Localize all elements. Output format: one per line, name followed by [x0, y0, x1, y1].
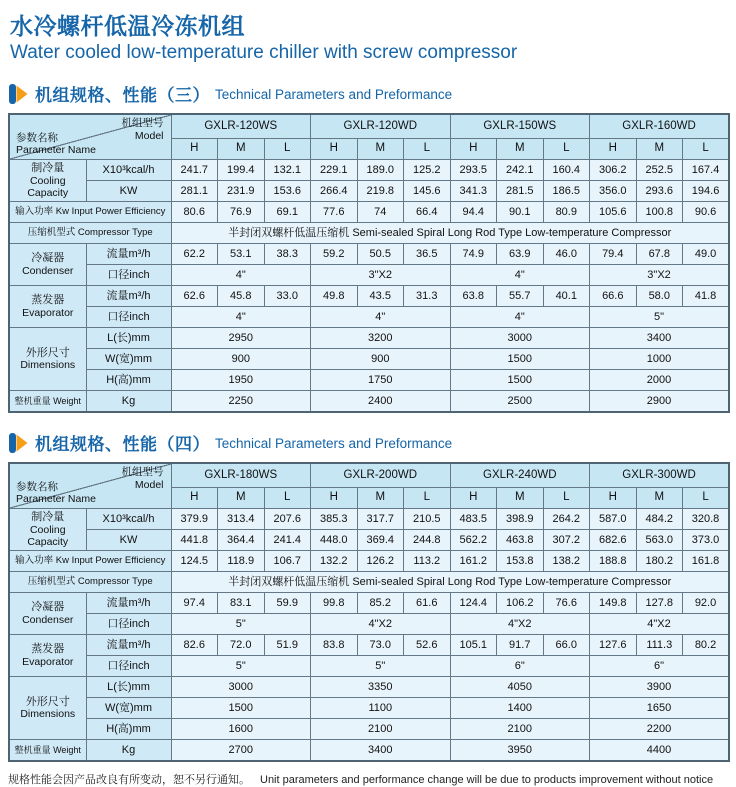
value-cell: 1100 — [311, 698, 451, 719]
column-header: M — [357, 139, 404, 160]
value-cell: 320.8 — [683, 509, 730, 530]
footer-note-zh: 规格性能会因产品改良有所变动，恕不另行通知。 — [8, 774, 250, 786]
section-heading-zh: 机组规格、性能（三） — [35, 86, 210, 105]
corner-model-label: 机组型号 Model — [121, 466, 164, 491]
value-cell: 66.0 — [543, 635, 590, 656]
column-header: L — [404, 488, 451, 509]
value-cell: 97.4 — [171, 593, 218, 614]
value-cell: 4" — [450, 307, 590, 328]
row-label: 输入功率 Kw Input Power Efficiency — [9, 551, 171, 572]
row-label: X10³kcal/h — [86, 160, 171, 181]
column-header: H — [171, 488, 218, 509]
value-cell: 398.9 — [497, 509, 544, 530]
corner-parameter-label: 参数名称 Parameter Name — [16, 480, 96, 506]
table-row — [9, 223, 729, 244]
row-group-label: 外形尺寸 Dimensions — [9, 677, 86, 740]
value-cell: 106.2 — [497, 593, 544, 614]
column-header: M — [218, 139, 265, 160]
value-cell: 281.5 — [497, 181, 544, 202]
value-cell: 562.2 — [450, 530, 497, 551]
value-cell: 111.3 — [636, 635, 683, 656]
value-cell: 100.8 — [636, 202, 683, 223]
value-cell: 2700 — [171, 740, 311, 762]
section-heading-en: Technical Parameters and Preformance — [215, 87, 453, 102]
value-cell: 72.0 — [218, 635, 265, 656]
value-cell: 55.7 — [497, 286, 544, 307]
value-cell: 62.6 — [171, 286, 218, 307]
value-cell: 161.2 — [450, 551, 497, 572]
value-cell: 85.2 — [357, 593, 404, 614]
value-cell: 105.6 — [590, 202, 637, 223]
value-cell: 229.1 — [311, 160, 358, 181]
model-header: GXLR-240WD — [450, 463, 590, 488]
model-header: GXLR-180WS — [171, 463, 311, 488]
column-header: L — [264, 139, 311, 160]
value-cell: 74.9 — [450, 244, 497, 265]
table-row — [9, 202, 729, 223]
section-marker-icon — [8, 83, 30, 105]
column-header: L — [683, 139, 730, 160]
value-cell: 61.6 — [404, 593, 451, 614]
value-cell: 3950 — [450, 740, 590, 762]
value-cell: 281.1 — [171, 181, 218, 202]
value-cell: 1500 — [171, 698, 311, 719]
value-cell: 2100 — [450, 719, 590, 740]
value-cell: 80.6 — [171, 202, 218, 223]
value-cell: 69.1 — [264, 202, 311, 223]
column-header: L — [264, 488, 311, 509]
value-cell: 127.6 — [590, 635, 637, 656]
value-cell: 66.6 — [590, 286, 637, 307]
value-cell: 2900 — [590, 391, 730, 413]
value-cell: 59.9 — [264, 593, 311, 614]
column-header: H — [450, 139, 497, 160]
section-heading-zh: 机组规格、性能（四） — [35, 435, 210, 454]
table-row — [9, 656, 729, 677]
row-group-label: 冷凝器 Condenser — [9, 593, 86, 635]
value-cell: 242.1 — [497, 160, 544, 181]
value-cell: 441.8 — [171, 530, 218, 551]
value-cell: 50.5 — [357, 244, 404, 265]
value-cell: 94.4 — [450, 202, 497, 223]
row-label: 流量m³/h — [86, 244, 171, 265]
value-cell: 6" — [450, 656, 590, 677]
value-cell: 4050 — [450, 677, 590, 698]
row-group-label: 整机重量 Weight — [9, 740, 86, 762]
value-cell: 4"X2 — [590, 614, 730, 635]
value-cell: 241.4 — [264, 530, 311, 551]
column-header: L — [543, 139, 590, 160]
value-cell: 124.4 — [450, 593, 497, 614]
section-marker-icon — [8, 432, 30, 454]
footer-note — [8, 771, 736, 787]
section-4 — [0, 430, 736, 762]
value-cell: 43.5 — [357, 286, 404, 307]
row-label: 流量m³/h — [86, 593, 171, 614]
value-cell: 3"X2 — [590, 265, 730, 286]
row-label: H(高)mm — [86, 370, 171, 391]
value-cell: 563.0 — [636, 530, 683, 551]
value-cell: 385.3 — [311, 509, 358, 530]
model-header: GXLR-150WS — [450, 114, 590, 139]
value-cell: 1500 — [450, 349, 590, 370]
value-cell: 1500 — [450, 370, 590, 391]
value-cell: 160.4 — [543, 160, 590, 181]
value-cell: 219.8 — [357, 181, 404, 202]
row-label: 口径inch — [86, 614, 171, 635]
value-cell: 231.9 — [218, 181, 265, 202]
value-cell: 半封闭双螺杆低温压缩机 Semi-sealed Spiral Long Rod Type Low-temperature Compressor — [171, 223, 729, 244]
value-cell: 99.8 — [311, 593, 358, 614]
value-cell: 3"X2 — [311, 265, 451, 286]
row-label: X10³kcal/h — [86, 509, 171, 530]
value-cell: 91.7 — [497, 635, 544, 656]
value-cell: 90.6 — [683, 202, 730, 223]
value-cell: 4" — [450, 265, 590, 286]
table-row — [9, 181, 729, 202]
value-cell: 207.6 — [264, 509, 311, 530]
value-cell: 153.6 — [264, 181, 311, 202]
value-cell: 145.6 — [404, 181, 451, 202]
table-row — [9, 370, 729, 391]
parameter-model-corner — [9, 463, 171, 509]
value-cell: 1950 — [171, 370, 311, 391]
value-cell: 80.9 — [543, 202, 590, 223]
section-3 — [0, 81, 736, 413]
value-cell: 51.9 — [264, 635, 311, 656]
row-label: 压缩机型式 Compressor Type — [9, 572, 171, 593]
table-row — [9, 593, 729, 614]
value-cell: 1650 — [590, 698, 730, 719]
value-cell: 373.0 — [683, 530, 730, 551]
value-cell: 31.3 — [404, 286, 451, 307]
row-label: 流量m³/h — [86, 286, 171, 307]
value-cell: 364.4 — [218, 530, 265, 551]
value-cell: 379.9 — [171, 509, 218, 530]
row-label: 口径inch — [86, 656, 171, 677]
table-3-mount — [0, 113, 736, 413]
table-row — [9, 677, 729, 698]
value-cell: 59.2 — [311, 244, 358, 265]
row-group-label: 外形尺寸 Dimensions — [9, 328, 86, 391]
page-title-en: Water cooled low-temperature chiller with screw compressor — [10, 42, 518, 63]
table-row — [9, 740, 729, 762]
value-cell: 1750 — [311, 370, 451, 391]
value-cell: 1600 — [171, 719, 311, 740]
value-cell: 76.6 — [543, 593, 590, 614]
value-cell: 4" — [311, 307, 451, 328]
row-label: L(长)mm — [86, 677, 171, 698]
value-cell: 252.5 — [636, 160, 683, 181]
row-group-label: 整机重量 Weight — [9, 391, 86, 413]
value-cell: 189.0 — [357, 160, 404, 181]
value-cell: 448.0 — [311, 530, 358, 551]
column-header: H — [450, 488, 497, 509]
value-cell: 2950 — [171, 328, 311, 349]
parameter-model-corner — [9, 114, 171, 160]
table-row — [9, 572, 729, 593]
table-row — [9, 551, 729, 572]
table-row — [9, 698, 729, 719]
value-cell: 40.1 — [543, 286, 590, 307]
table-4-mount — [0, 462, 736, 762]
row-label: W(宽)mm — [86, 698, 171, 719]
row-group-label: 冷凝器 Condenser — [9, 244, 86, 286]
value-cell: 188.8 — [590, 551, 637, 572]
value-cell: 4400 — [590, 740, 730, 762]
row-group-label: 蒸发器 Evaporator — [9, 286, 86, 328]
column-header: M — [497, 488, 544, 509]
value-cell: 124.5 — [171, 551, 218, 572]
value-cell: 463.8 — [497, 530, 544, 551]
spec-table — [8, 462, 730, 762]
section-heading — [8, 430, 736, 455]
value-cell: 36.5 — [404, 244, 451, 265]
value-cell: 80.2 — [683, 635, 730, 656]
value-cell: 132.1 — [264, 160, 311, 181]
page-title-zh: 水冷螺杆低温冷冻机组 — [10, 13, 245, 39]
table-row — [9, 349, 729, 370]
value-cell: 46.0 — [543, 244, 590, 265]
value-cell: 3000 — [450, 328, 590, 349]
value-cell: 4" — [171, 307, 311, 328]
table-header-row — [9, 463, 729, 488]
value-cell: 118.9 — [218, 551, 265, 572]
table-row — [9, 530, 729, 551]
table-row — [9, 286, 729, 307]
row-label: KW — [86, 530, 171, 551]
table-header-row — [9, 114, 729, 139]
value-cell: 半封闭双螺杆低温压缩机 Semi-sealed Spiral Long Rod Type Low-temperature Compressor — [171, 572, 729, 593]
value-cell: 45.8 — [218, 286, 265, 307]
value-cell: 132.2 — [311, 551, 358, 572]
column-header: H — [311, 139, 358, 160]
value-cell: 66.4 — [404, 202, 451, 223]
value-cell: 105.1 — [450, 635, 497, 656]
value-cell: 38.3 — [264, 244, 311, 265]
row-label: H(高)mm — [86, 719, 171, 740]
value-cell: 62.2 — [171, 244, 218, 265]
model-header: GXLR-120WD — [311, 114, 451, 139]
value-cell: 53.1 — [218, 244, 265, 265]
row-label: KW — [86, 181, 171, 202]
value-cell: 2000 — [590, 370, 730, 391]
value-cell: 313.4 — [218, 509, 265, 530]
value-cell: 900 — [311, 349, 451, 370]
column-header: L — [404, 139, 451, 160]
value-cell: 5" — [311, 656, 451, 677]
value-cell: 293.6 — [636, 181, 683, 202]
table-row — [9, 244, 729, 265]
value-cell: 5" — [590, 307, 730, 328]
value-cell: 153.8 — [497, 551, 544, 572]
value-cell: 3400 — [590, 328, 730, 349]
table-row — [9, 719, 729, 740]
corner-model-label: 机组型号 Model — [121, 117, 164, 142]
value-cell: 63.8 — [450, 286, 497, 307]
model-header: GXLR-120WS — [171, 114, 311, 139]
column-header: M — [636, 488, 683, 509]
table-row — [9, 160, 729, 181]
row-group-label: 制冷量 Cooling Capacity — [9, 160, 86, 202]
value-cell: 79.4 — [590, 244, 637, 265]
value-cell: 125.2 — [404, 160, 451, 181]
column-header: L — [683, 488, 730, 509]
section-heading-en: Technical Parameters and Preformance — [215, 436, 453, 451]
value-cell: 241.7 — [171, 160, 218, 181]
value-cell: 74 — [357, 202, 404, 223]
value-cell: 6" — [590, 656, 730, 677]
value-cell: 58.0 — [636, 286, 683, 307]
value-cell: 3200 — [311, 328, 451, 349]
footer-note-en: Unit parameters and performance change will be due to products improvement without notice — [260, 774, 714, 786]
value-cell: 2200 — [590, 719, 730, 740]
value-cell: 266.4 — [311, 181, 358, 202]
value-cell: 149.8 — [590, 593, 637, 614]
section-heading — [8, 81, 736, 106]
value-cell: 356.0 — [590, 181, 637, 202]
value-cell: 167.4 — [683, 160, 730, 181]
row-label: 压缩机型式 Compressor Type — [9, 223, 171, 244]
value-cell: 33.0 — [264, 286, 311, 307]
row-label: L(长)mm — [86, 328, 171, 349]
table-row — [9, 391, 729, 413]
value-cell: 49.8 — [311, 286, 358, 307]
row-group-label: 蒸发器 Evaporator — [9, 635, 86, 677]
value-cell: 3000 — [171, 677, 311, 698]
column-header: M — [357, 488, 404, 509]
value-cell: 83.8 — [311, 635, 358, 656]
value-cell: 67.8 — [636, 244, 683, 265]
value-cell: 186.5 — [543, 181, 590, 202]
value-cell: 306.2 — [590, 160, 637, 181]
value-cell: 4" — [171, 265, 311, 286]
value-cell: 83.1 — [218, 593, 265, 614]
value-cell: 82.6 — [171, 635, 218, 656]
value-cell: 484.2 — [636, 509, 683, 530]
value-cell: 113.2 — [404, 551, 451, 572]
value-cell: 900 — [171, 349, 311, 370]
value-cell: 63.9 — [497, 244, 544, 265]
table-row — [9, 635, 729, 656]
value-cell: 5" — [171, 614, 311, 635]
value-cell: 210.5 — [404, 509, 451, 530]
value-cell: 3350 — [311, 677, 451, 698]
column-header: L — [543, 488, 590, 509]
value-cell: 2500 — [450, 391, 590, 413]
value-cell: 1400 — [450, 698, 590, 719]
corner-parameter-label: 参数名称 Parameter Name — [16, 131, 96, 157]
value-cell: 2100 — [311, 719, 451, 740]
value-cell: 307.2 — [543, 530, 590, 551]
row-label: 输入功率 Kw Input Power Efficiency — [9, 202, 171, 223]
row-label: W(宽)mm — [86, 349, 171, 370]
value-cell: 264.2 — [543, 509, 590, 530]
value-cell: 483.5 — [450, 509, 497, 530]
row-group-label: 制冷量 Cooling Capacity — [9, 509, 86, 551]
value-cell: 52.6 — [404, 635, 451, 656]
row-label: 口径inch — [86, 307, 171, 328]
value-cell: 1000 — [590, 349, 730, 370]
table-row — [9, 509, 729, 530]
value-cell: 90.1 — [497, 202, 544, 223]
value-cell: 369.4 — [357, 530, 404, 551]
value-cell: 2400 — [311, 391, 451, 413]
column-header: H — [590, 488, 637, 509]
value-cell: 92.0 — [683, 593, 730, 614]
value-cell: 244.8 — [404, 530, 451, 551]
value-cell: 138.2 — [543, 551, 590, 572]
value-cell: 4"X2 — [311, 614, 451, 635]
value-cell: 49.0 — [683, 244, 730, 265]
value-cell: 199.4 — [218, 160, 265, 181]
value-cell: 126.2 — [357, 551, 404, 572]
column-header: M — [218, 488, 265, 509]
spec-table — [8, 113, 730, 413]
value-cell: 194.6 — [683, 181, 730, 202]
table-row — [9, 265, 729, 286]
row-label: 流量m³/h — [86, 635, 171, 656]
model-header: GXLR-200WD — [311, 463, 451, 488]
value-cell: 3400 — [311, 740, 451, 762]
value-cell: 587.0 — [590, 509, 637, 530]
value-cell: 161.8 — [683, 551, 730, 572]
table-row — [9, 328, 729, 349]
value-cell: 41.8 — [683, 286, 730, 307]
value-cell: 73.0 — [357, 635, 404, 656]
value-cell: 317.7 — [357, 509, 404, 530]
row-label: 口径inch — [86, 265, 171, 286]
value-cell: 5" — [171, 656, 311, 677]
column-header: H — [171, 139, 218, 160]
value-cell: 341.3 — [450, 181, 497, 202]
column-header: H — [311, 488, 358, 509]
table-row — [9, 307, 729, 328]
value-cell: 106.7 — [264, 551, 311, 572]
value-cell: 293.5 — [450, 160, 497, 181]
column-header: M — [497, 139, 544, 160]
row-label: Kg — [86, 740, 171, 762]
column-header: H — [590, 139, 637, 160]
model-header: GXLR-160WD — [590, 114, 730, 139]
value-cell: 180.2 — [636, 551, 683, 572]
row-label: Kg — [86, 391, 171, 413]
value-cell: 2250 — [171, 391, 311, 413]
model-header: GXLR-300WD — [590, 463, 730, 488]
value-cell: 76.9 — [218, 202, 265, 223]
table-row — [9, 614, 729, 635]
value-cell: 127.8 — [636, 593, 683, 614]
value-cell: 4"X2 — [450, 614, 590, 635]
value-cell: 3900 — [590, 677, 730, 698]
column-header: M — [636, 139, 683, 160]
value-cell: 682.6 — [590, 530, 637, 551]
value-cell: 77.6 — [311, 202, 358, 223]
